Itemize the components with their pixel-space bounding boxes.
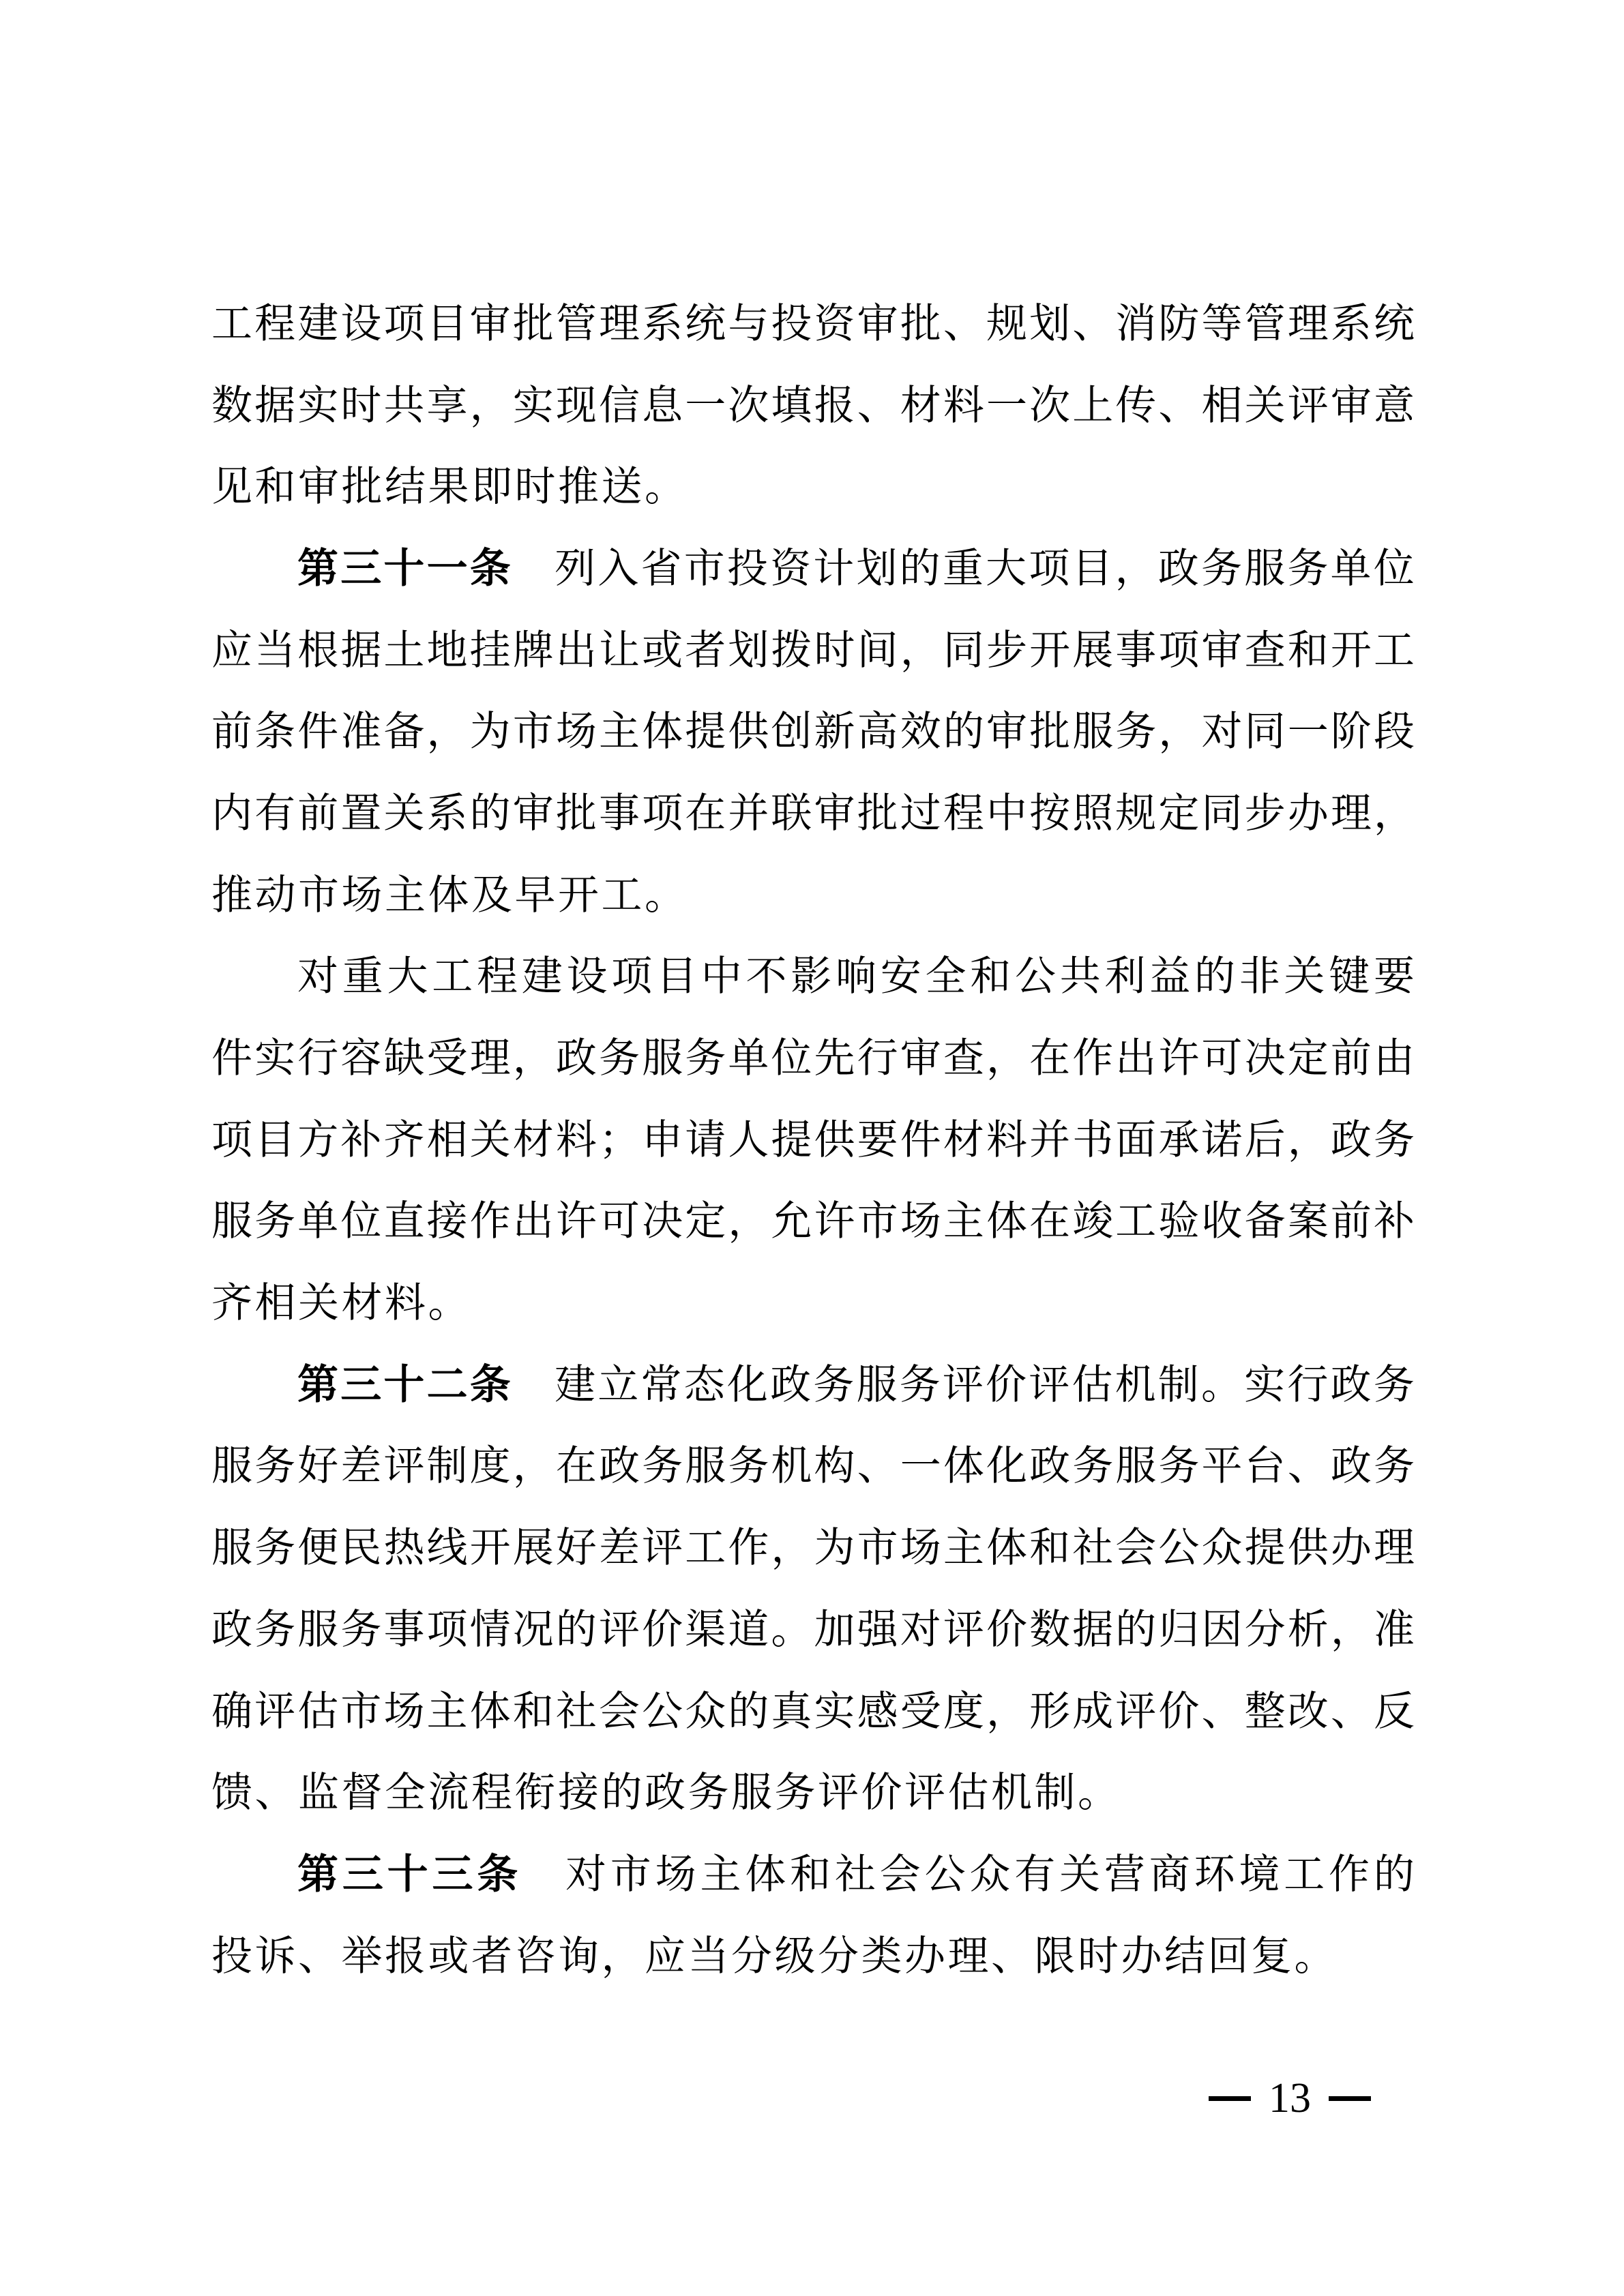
text-line: 服 务 便 民 热 线 开 展 好 差 评 工 作 ， 为 市 场 主 体 和 社 会 公 众 提 供 办 理 [211,1525,1415,1571]
text-block [211,283,1415,1997]
text-line: 服 务 好 差 评 制 度 ， 在 政 务 服 务 机 构 、 一 体 化 政 务 服 务 平 台 、 政 务 [211,1444,1415,1489]
text-line: 推 动 市 场 主 体 及 早 开 工 。 [211,872,685,918]
page-number-left-dash [1209,2096,1251,2101]
text-line: 内 有 前 置 关 系 的 审 批 事 项 在 并 联 审 批 过 程 中 按 照 规 定 同 步 办 理 ， [211,790,1415,836]
text-line: 见 和 审 批 结 果 即 时 推 送 。 [211,464,685,510]
text-line: 政 务 服 务 事 项 情 况 的 评 价 渠 道 。 加 强 对 评 价 数 据 的 归 因 分 析 ， 准 [211,1607,1415,1652]
text-line: 投 诉 、 举 报 或 者 咨 询 ， 应 当 分 级 分 类 办 理 、 限 时 办 结 回 复 。 [211,1933,1335,1979]
text-line: 件 实 行 容 缺 受 理 ， 政 务 服 务 单 位 先 行 审 查 ， 在 作 出 许 可 决 定 前 由 [211,1036,1415,1082]
page-number: 13 [1269,2075,1311,2121]
text-line: 服 务 单 位 直 接 作 出 许 可 决 定 ， 允 许 市 场 主 体 在 竣 工 验 收 备 案 前 补 [211,1199,1415,1244]
text-line: 第 三 十 一 条 列 入 省 市 投 资 计 划 的 重 大 项 目 ， 政 务 服 务 单 位 [297,545,1415,591]
text-line: 确 评 估 市 场 主 体 和 社 会 公 众 的 真 实 感 受 度 ， 形 成 评 价 、 整 改 、 反 [211,1688,1415,1734]
text-line: 第 三 十 二 条 建 立 常 态 化 政 务 服 务 评 价 评 估 机 制 。 实 行 政 务 [297,1361,1415,1407]
text-line: 馈 、 监 督 全 流 程 衔 接 的 政 务 服 务 评 价 评 估 机 制 。 [211,1770,1119,1816]
text-line: 齐 相 关 材 料 。 [211,1281,469,1326]
page-footer [1209,2077,1371,2119]
text-line: 对 重 大 工 程 建 设 项 目 中 不 影 响 安 全 和 公 共 利 益 的 非 关 键 要 [297,954,1415,1000]
text-line: 项 目 方 补 齐 相 关 材 料 ； 申 请 人 提 供 要 件 材 料 并 书 面 承 诺 后 ， 政 务 [211,1117,1415,1163]
text-line: 第 三 十 三 条 对 市 场 主 体 和 社 会 公 众 有 关 营 商 环 境 工 作 的 [297,1851,1415,1897]
text-line: 前 条 件 准 备 ， 为 市 场 主 体 提 供 创 新 高 效 的 审 批 服 务 ， 对 同 一 阶 段 [211,709,1415,755]
page-number-right-dash [1329,2096,1371,2101]
text-line: 数 据 实 时 共 享 ， 实 现 信 息 一 次 填 报 、 材 料 一 次 上 传 、 相 关 评 审 意 [211,383,1415,428]
text-line: 工 程 建 设 项 目 审 批 管 理 系 统 与 投 资 审 批 、 规 划 、 消 防 等 管 理 系 统 [211,301,1415,346]
text-line: 应 当 根 据 土 地 挂 牌 出 让 或 者 划 拨 时 间 ， 同 步 开 展 事 项 审 查 和 开 工 [211,627,1415,673]
